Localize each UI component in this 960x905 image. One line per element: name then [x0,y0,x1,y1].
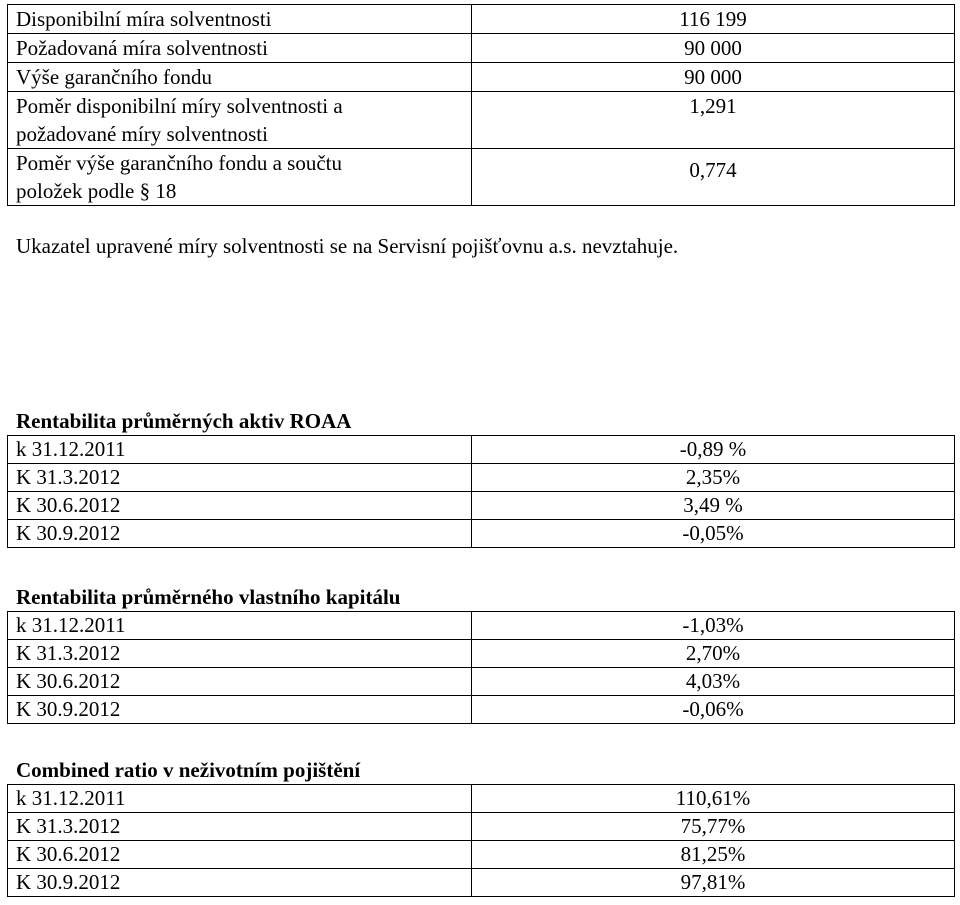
table-row [8,34,955,63]
row-label-line1: Poměr disponibilní míry solventnosti a [16,94,343,118]
table-row [8,785,955,813]
section-title: Rentabilita průměrných aktiv ROAA [16,409,352,433]
row-date: K 31.3.2012 [8,640,472,668]
row-value: -0,06% [472,696,955,724]
row-value: -0,05% [472,520,955,548]
table-row [8,640,955,668]
section-title: Rentabilita průměrného vlastního kapitálu [16,585,401,609]
row-value: 90 000 [472,34,955,63]
table-row [8,869,955,897]
row-date: k 31.12.2011 [8,785,472,813]
row-value: 0,774 [472,149,955,206]
table-row [8,492,955,520]
row-date: K 31.3.2012 [8,813,472,841]
table-row [8,612,955,640]
table-row [8,841,955,869]
row-label-line2: položek podle § 18 [16,179,177,203]
roaa-table [7,435,955,548]
table-row [8,520,955,548]
row-value: 4,03% [472,668,955,696]
row-value: 97,81% [472,869,955,897]
table-row [8,464,955,492]
row-value: -0,89 % [472,436,955,464]
roaa-section [7,407,955,548]
row-value: 2,70% [472,640,955,668]
row-value: 2,35% [472,464,955,492]
row-date: k 31.12.2011 [8,436,472,464]
row-value: 1,291 [472,92,955,149]
row-label-line2: požadované míry solventnosti [16,122,268,146]
solvency-table [7,4,955,206]
row-label-line1: Poměr výše garančního fondu a součtu [16,151,343,175]
row-date: K 30.6.2012 [8,841,472,869]
row-value: -1,03% [472,612,955,640]
row-date: k 31.12.2011 [8,612,472,640]
combined-ratio-section [7,756,955,897]
table-row [8,92,955,149]
row-label [8,92,472,149]
row-label [8,149,472,206]
row-value: 90 000 [472,63,955,92]
table-row [8,149,955,206]
roae-section [7,583,955,724]
table-row [8,696,955,724]
row-value: 116 199 [472,5,955,34]
row-value: 110,61% [472,785,955,813]
row-date: K 30.6.2012 [8,492,472,520]
table-row [8,668,955,696]
row-date: K 31.3.2012 [8,464,472,492]
row-date: K 30.9.2012 [8,696,472,724]
table-row [8,5,955,34]
section-title: Combined ratio v neživotním pojištění [16,758,361,782]
table-row [8,436,955,464]
row-date: K 30.9.2012 [8,869,472,897]
table-row [8,63,955,92]
row-value: 81,25% [472,841,955,869]
row-value: 75,77% [472,813,955,841]
row-date: K 30.9.2012 [8,520,472,548]
row-label: Výše garančního fondu [8,63,472,92]
table-row [8,813,955,841]
roae-table [7,611,955,724]
row-date: K 30.6.2012 [8,668,472,696]
solvency-note: Ukazatel upravené míry solventnosti se na Servisní pojišťovnu a.s. nevztahuje. [16,234,679,258]
row-label: Disponibilní míra solventnosti [8,5,472,34]
combined-ratio-table [7,784,955,897]
row-label: Požadovaná míra solventnosti [8,34,472,63]
row-value: 3,49 % [472,492,955,520]
